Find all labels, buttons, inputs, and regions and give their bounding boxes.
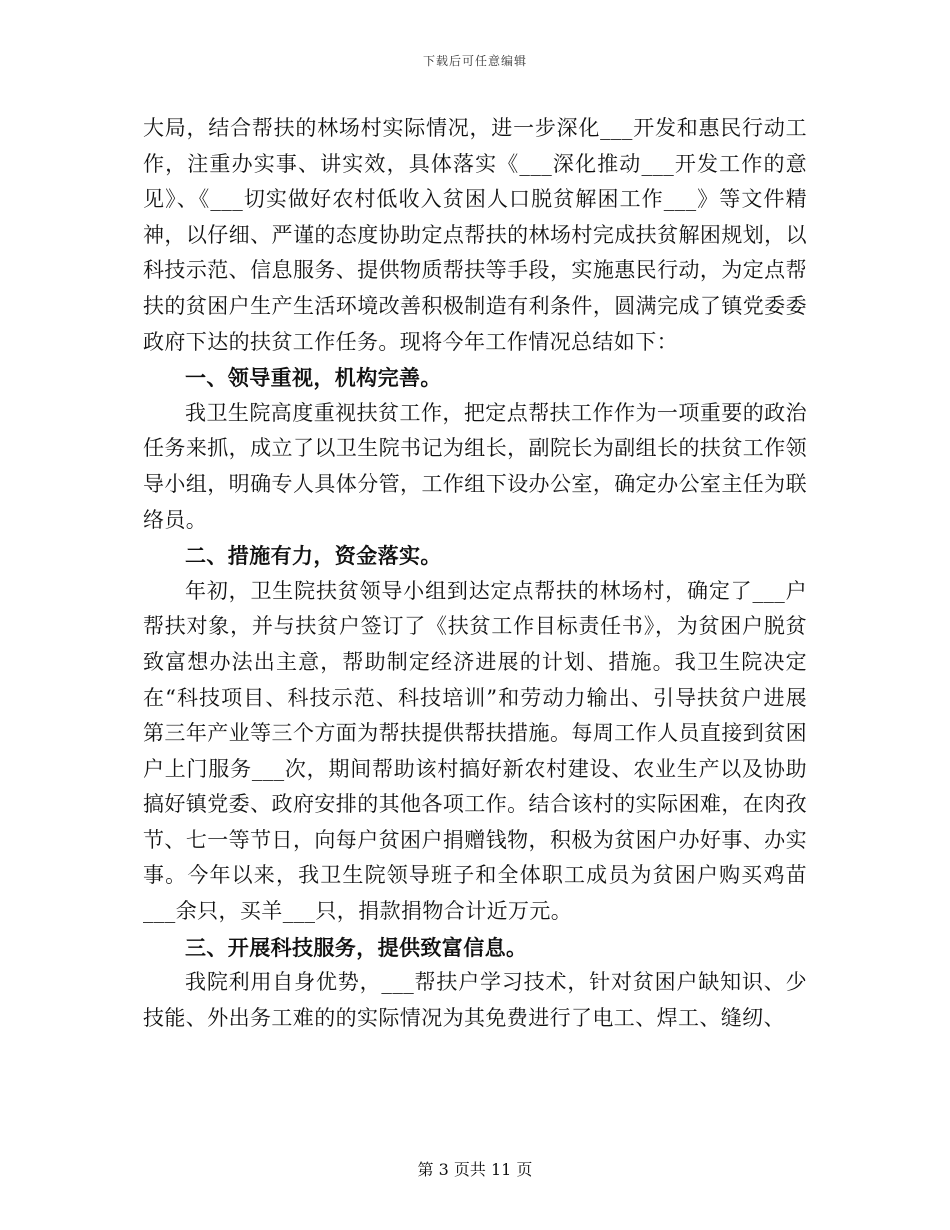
section-heading: 一、领导重视，机构完善。 (185, 365, 442, 391)
body-paragraph: 年初，卫生院扶贫领导小组到达定点帮扶的林场村，确定了___户帮扶对象，并与扶贫户签订了《扶贫工作目标责任书》，为贫困户脱贫致富想办法出主意，帮助制定经济进展的计划、措施。我卫生院决定在“科技项目、科技示范、科技培训”和劳动力输出、引导扶贫户进展第三年产业等三个方面为帮扶提供帮扶措施。每周工作人员直接到贫困户上门服务___次，期间帮助该村搞好新农村建设、农业生产以及协助搞好镇党委、政府安排的其他各项工作。结合该村的实际困难，在肉孜节、七一等节日，向每户贫困户捐赠钱物，积极为贫困户办好事、办实事。今年以来，我卫生院领导班子和全体职工成员为贫困户购买鸡苗___余只，买羊___只，捐款捐物合计近万元。 (143, 578, 807, 924)
page-header: 下载后可任意编辑 (422, 54, 527, 68)
body-paragraph: 我卫生院高度重视扶贫工作，把定点帮扶工作作为一项重要的政治任务来抓，成立了以卫生院书记为组长，副院长为副组长的扶贫工作领导小组，明确专人具体分管，工作组下设办公室，确定办公室主任为联络员。 (143, 400, 807, 532)
document-body (143, 111, 807, 1036)
body-paragraph: 大局，结合帮扶的林场村实际情况，进一步深化___开发和惠民行动工作，注重办实事、讲实效，具体落实《___深化推动___开发工作的意见》、《___切实做好农村低收入贫困人口脱贫解困工作___》等文件精神，以仔细、严谨的态度协助定点帮扶的林场村完成扶贫解困规划，以科技示范、信息服务、提供物质帮扶等手段，实施惠民行动，为定点帮扶的贫困户生产生活环境改善积极制造有利条件，圆满完成了镇党委委政府下达的扶贫工作任务。现将今年工作情况总结如下： (143, 116, 807, 354)
body-paragraph: 我院利用自身优势，___帮扶户学习技术，针对贫困户缺知识、少技能、外出务工难的的实际情况为其免费进行了电工、焊工、缝纫、 (143, 970, 807, 1030)
section-heading: 三、开展科技服务，提供致富信息。 (185, 934, 528, 960)
page-number: 第 3 页共 11 页 (417, 1160, 533, 1179)
section-heading: 二、措施有力，资金落实。 (185, 543, 442, 569)
